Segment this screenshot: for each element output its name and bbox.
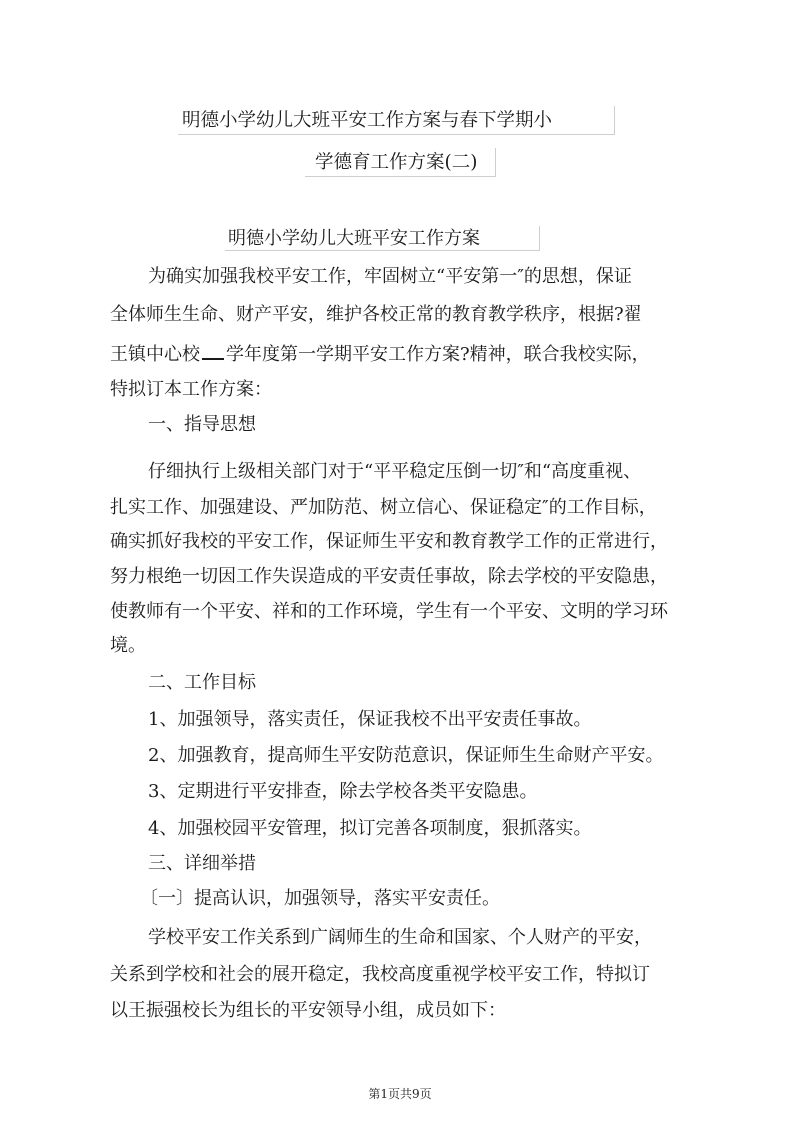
- intro-line-3-part-b: 学年度第一学期平安工作方案?精神，联合我校实际，: [226, 344, 650, 365]
- goal-item-2: 2、加强教育，提高师生平安防范意识，保证师生生命财产平安。: [148, 745, 664, 766]
- intro-line-4: 特拟订本工作方案：: [110, 379, 272, 400]
- blank-underline: [202, 342, 224, 360]
- section-title: 明德小学幼儿大班平安工作方案: [228, 228, 480, 249]
- measure-line-2: 关系到学校和社会的展开稳定，我校高度重视学校平安工作，特拟订: [110, 964, 650, 985]
- intro-line-2: 全体师生生命、财产平安，维护各校正常的教育教学秩序，根据?翟: [110, 304, 642, 325]
- guide-line-4: 努力根绝一切因工作失误造成的平安责任事故，除去学校的平安隐患，: [110, 566, 668, 587]
- goal-item-1: 1、加强领导，落实责任，保证我校不出平安责任事故。: [148, 709, 592, 730]
- heading-guiding-thought: 一、指导思想: [148, 414, 256, 435]
- guide-line-1: 仔细执行上级相关部门对于“平平稳定压倒一切″和“高度重视、: [148, 461, 642, 482]
- document-title-line-1: 明德小学幼儿大班平安工作方案与春下学期小: [182, 110, 553, 131]
- document-title-line-2: 学德育工作方案(二): [315, 152, 478, 173]
- intro-line-1: 为确实加强我校平安工作，牢固树立“平安第一″的思想，保证: [148, 266, 632, 287]
- heading-work-goals: 二、工作目标: [148, 672, 256, 693]
- guide-line-3: 确实抓好我校的平安工作，保证师生平安和教育教学工作的正常进行，: [110, 531, 668, 552]
- page-footer: [0, 1085, 800, 1102]
- guide-line-5: 使教师有一个平安、祥和的工作环境，学生有一个平安、文明的学习环: [110, 601, 668, 622]
- intro-line-3-part-a: 王镇中心校: [110, 344, 200, 365]
- measure-line-3: 以王振强校长为组长的平安领导小组，成员如下：: [110, 1000, 506, 1021]
- measure-line-1: 学校平安工作关系到广阔师生的生命和国家、个人财产的平安，: [148, 927, 652, 948]
- guide-line-6: 境。: [110, 635, 146, 656]
- sub-heading-1: 〔一〕提高认识，加强领导，落实平安责任。: [140, 888, 500, 909]
- heading-detailed-measures: 三、详细举措: [148, 853, 256, 874]
- intro-line-3: [110, 342, 650, 366]
- goal-item-4: 4、加强校园平安管理，拟订完善各项制度，狠抓落实。: [148, 818, 592, 839]
- page-number: 第1页共9页: [368, 1087, 432, 1101]
- goal-item-3: 3、定期进行平安排查，除去学校各类平安隐患。: [148, 781, 538, 802]
- guide-line-2: 扎实工作、加强建设、严加防范、树立信心、保证稳定″的工作目标，: [110, 497, 657, 518]
